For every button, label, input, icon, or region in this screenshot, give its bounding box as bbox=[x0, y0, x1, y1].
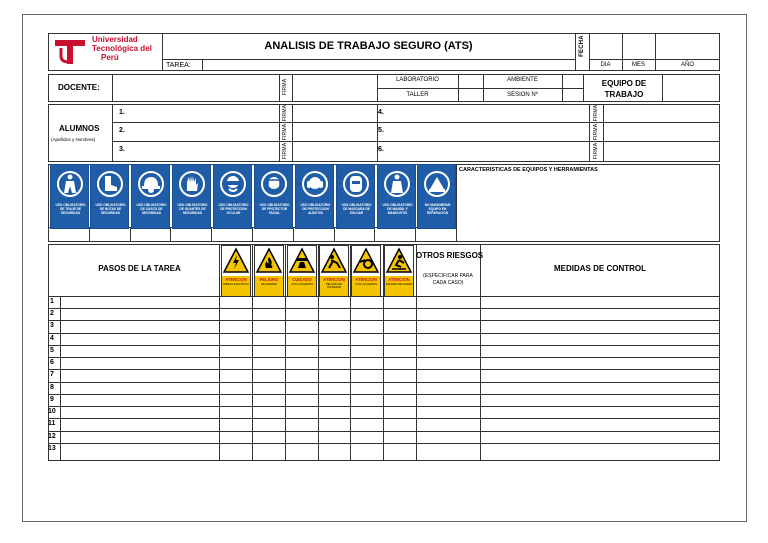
docente-firma-label: FIRMA bbox=[282, 78, 288, 96]
mandatory-sign-face-shield bbox=[254, 164, 293, 229]
mandatory-sign-caption: USO OBLIGATORIO DE CASCO DE SEGURIDAD bbox=[136, 203, 167, 215]
docente-firma-field[interactable] bbox=[293, 75, 376, 101]
task-row-number: 2 bbox=[50, 310, 54, 317]
otros-riesgos-label: OTROS RIESGOS bbox=[416, 251, 484, 260]
taller-label: TALLER bbox=[406, 92, 429, 98]
alumno-1-firma-label: FIRMA bbox=[282, 104, 288, 122]
no-operate-icon bbox=[426, 173, 448, 195]
task-row-number: 8 bbox=[50, 384, 54, 391]
warning-subtitle: PELIGRO DE CAIDAS bbox=[385, 283, 413, 286]
electric-hazard-icon bbox=[222, 246, 250, 276]
alumno-6-firma-label: FIRMA bbox=[593, 142, 599, 160]
pasos-label: PASOS DE LA TAREA bbox=[98, 264, 181, 273]
warning-sign-fall bbox=[384, 245, 414, 297]
task-row-number: 3 bbox=[50, 322, 54, 329]
flammable-icon bbox=[255, 246, 283, 276]
docente-field[interactable] bbox=[113, 75, 278, 101]
warning-subtitle: CON LAS MANOS bbox=[291, 283, 313, 286]
alumno-3-firma-label: FIRMA bbox=[282, 142, 288, 160]
face-shield-icon bbox=[263, 173, 285, 195]
task-row-number: 9 bbox=[50, 396, 54, 403]
mandatory-sign-apron bbox=[377, 164, 416, 229]
warning-title: ATENCION bbox=[388, 277, 410, 282]
task-row-number: 1 bbox=[50, 298, 54, 305]
warning-sign-flammable bbox=[254, 245, 284, 297]
alumno-1-number: 1. bbox=[119, 109, 125, 116]
ear-protection-icon bbox=[304, 173, 326, 195]
warning-sign-trip bbox=[319, 245, 349, 297]
mandatory-sign-caption: USO OBLIGATORIO DE MANDIL Y MANGUITOS bbox=[382, 203, 413, 215]
mandatory-sign-suit bbox=[50, 164, 89, 229]
medidas-label: MEDIDAS DE CONTROL bbox=[554, 264, 646, 273]
mandatory-sign-gloves bbox=[172, 164, 211, 229]
welding-mask-icon bbox=[345, 173, 367, 195]
alumnos-sublabel: (Apellidos y Nombres) bbox=[51, 137, 96, 142]
apron-icon bbox=[386, 173, 408, 195]
alumno-3-number: 3. bbox=[119, 146, 125, 153]
alumnos-label: ALUMNOS bbox=[59, 124, 100, 133]
mandatory-sign-caption: USO OBLIGATORIO DE MASCARA DE SOLDAR bbox=[341, 203, 372, 215]
tripping-hazard-icon bbox=[320, 246, 348, 276]
mandatory-sign-no-operate bbox=[417, 164, 456, 229]
logo-line-2: Tecnológica del bbox=[92, 44, 152, 53]
warning-title: ATENCION bbox=[323, 277, 345, 282]
gloves-icon bbox=[181, 173, 203, 195]
page-title: ANALISIS DE TRABAJO SEGURO (ATS) bbox=[264, 40, 473, 52]
mandatory-sign-caption: USO OBLIGATORIO DE PROTECTOR FACIAL bbox=[259, 203, 290, 215]
safety-suit-icon bbox=[59, 173, 81, 195]
tarea-field[interactable] bbox=[203, 60, 574, 70]
alumno-4-number: 4. bbox=[378, 109, 384, 116]
mandatory-sign-caption: USO OBLIGATORIO DE BOTAS DE SEGURIDAD bbox=[95, 203, 126, 215]
warning-title: ATENCION bbox=[225, 277, 247, 282]
task-row-number: 7 bbox=[50, 371, 54, 378]
task-row-number: 13 bbox=[48, 445, 56, 452]
hand-crush-icon bbox=[288, 246, 316, 276]
alumnos-block bbox=[48, 104, 720, 162]
mandatory-sign-caption: USO OBLIGATORIO DE TRAJE DE SEGURIDAD bbox=[55, 203, 86, 215]
goggles-icon bbox=[222, 173, 244, 195]
mandatory-sign-caption: NO MANIOBRAR EQUIPO EN REPARACION bbox=[424, 203, 451, 215]
fecha-label: FECHA bbox=[579, 35, 585, 57]
dia-label: DIA bbox=[600, 62, 611, 68]
alumno-6-number: 6. bbox=[378, 146, 384, 153]
rotating-parts-icon bbox=[352, 246, 380, 276]
mandatory-sign-welding-mask bbox=[336, 164, 375, 229]
alumno-4-firma-label: FIRMA bbox=[593, 104, 599, 122]
safety-boots-icon bbox=[99, 173, 121, 195]
docente-label: DOCENTE: bbox=[58, 83, 100, 92]
warning-title: PELIGRO bbox=[259, 277, 279, 282]
alumno-2-number: 2. bbox=[119, 127, 125, 134]
warning-title: ATENCION bbox=[355, 277, 377, 282]
warning-subtitle: INFLAMABLE bbox=[260, 283, 278, 286]
slip-hazard-icon bbox=[385, 246, 413, 276]
mes-label: MES bbox=[631, 62, 645, 68]
anio-label: AÑO bbox=[680, 62, 694, 68]
alumno-5-number: 5. bbox=[378, 127, 384, 134]
warning-subtitle: RIESGO ELECTRICO bbox=[223, 283, 249, 286]
warning-sign-rotating bbox=[351, 245, 381, 297]
logo-line-3: Perú bbox=[101, 53, 119, 62]
equipo-label: EQUIPO DE TRABAJO bbox=[601, 79, 647, 99]
warning-subtitle: CON LAS MANOS bbox=[355, 283, 377, 286]
task-row-number: 5 bbox=[50, 347, 54, 354]
task-row-number: 12 bbox=[48, 433, 56, 440]
mandatory-sign-caption: USO OBLIGATORIO DE PROTECCION AUDITIVA bbox=[300, 203, 331, 215]
utp-logo bbox=[53, 36, 87, 66]
hard-hat-icon bbox=[140, 173, 162, 195]
logo-line-1: Universidad bbox=[92, 35, 138, 44]
task-row-number: 4 bbox=[50, 335, 54, 342]
warning-subtitle: PELIGRO DE TROPEZAR bbox=[326, 283, 342, 289]
alumno-5-firma-label: FIRMA bbox=[593, 123, 599, 141]
task-row-number: 10 bbox=[48, 408, 56, 415]
sesion-label: SESION Nº bbox=[507, 92, 538, 98]
mandatory-sign-goggles bbox=[213, 164, 252, 229]
ambiente-label: AMBIENTE bbox=[507, 77, 538, 83]
otros-riesgos-sublabel: (ESPECIFICAR PARA CADA CASO) bbox=[423, 273, 473, 286]
tarea-label: TAREA: bbox=[166, 62, 191, 69]
mandatory-sign-caption: USO OBLIGATORIO DE PROTECCION OCULAR bbox=[218, 203, 249, 215]
warning-title: CUIDADO bbox=[292, 277, 312, 282]
alumno-2-firma-label: FIRMA bbox=[282, 123, 288, 141]
warning-sign-hands bbox=[287, 245, 317, 297]
mandatory-sign-ear-protection bbox=[295, 164, 334, 229]
mandatory-sign-boots bbox=[90, 164, 129, 229]
task-row-number: 11 bbox=[48, 420, 56, 427]
caracteristicas-label: CARACTERISTICAS DE EQUIPOS Y HERRAMIENTAS bbox=[459, 167, 598, 173]
mandatory-sign-helmet bbox=[131, 164, 170, 229]
task-row-number: 6 bbox=[50, 359, 54, 366]
mandatory-sign-caption: USO OBLIGATORIO DE GUANTES DE SEGURIDAD bbox=[177, 203, 208, 215]
warning-sign-electric bbox=[221, 245, 251, 297]
laboratorio-label: LABORATORIO bbox=[396, 77, 439, 83]
